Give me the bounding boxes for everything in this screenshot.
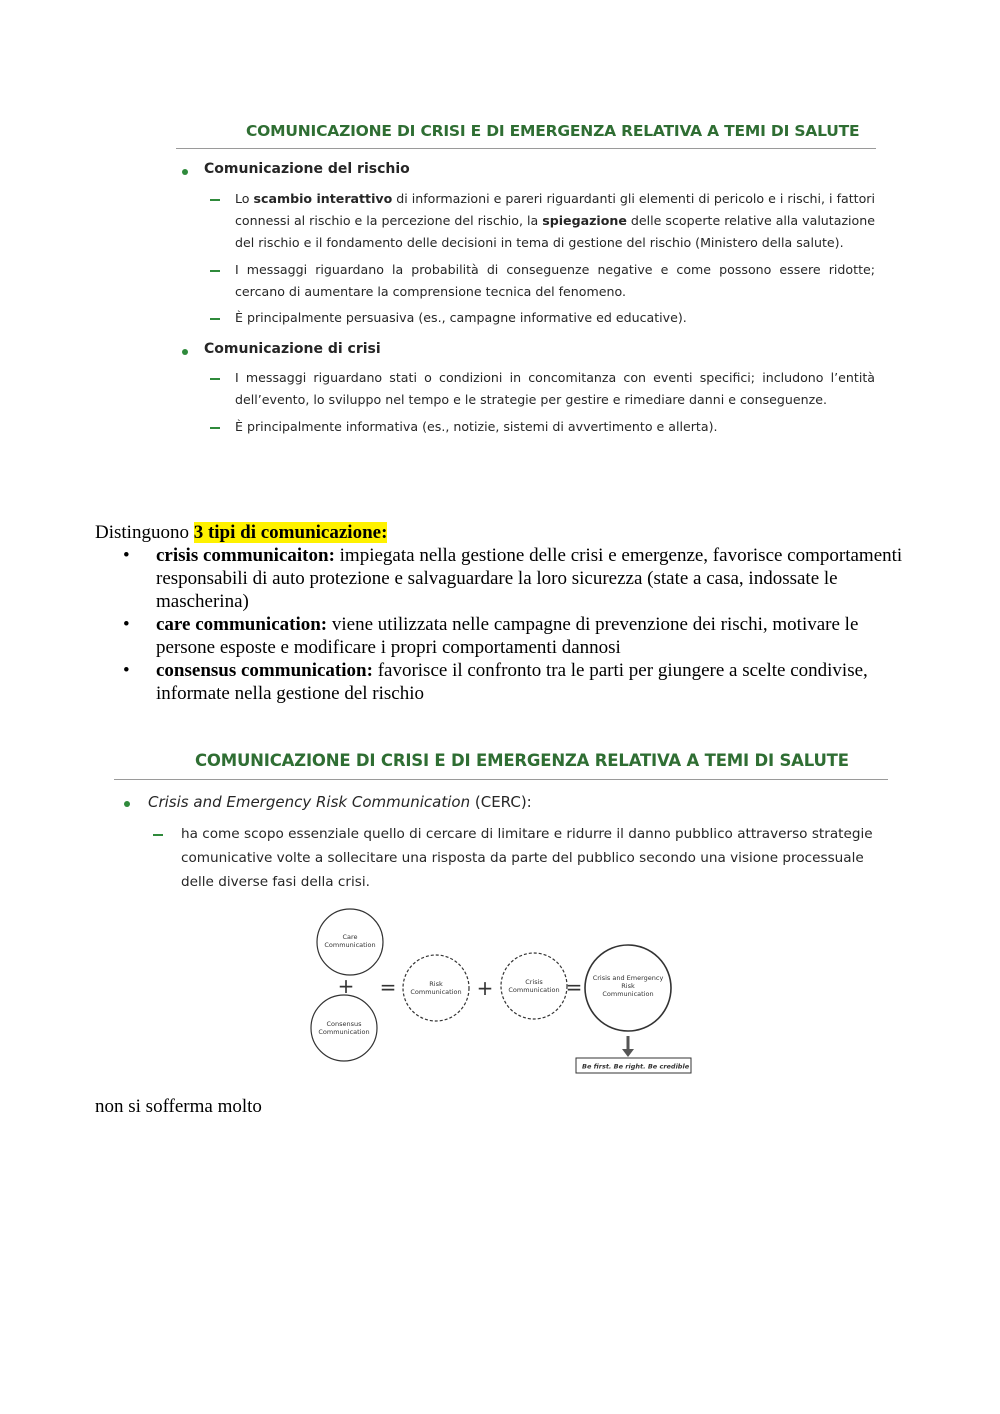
list-description: viene utilizzata nelle campagne di prevenzione dei rischi, motivare le persone esposte e modificare i propri comportamenti dannosi xyxy=(156,614,859,658)
closing-remark: non si sofferma molto xyxy=(95,1096,262,1117)
bullet-icon: • xyxy=(123,545,130,566)
slide-paragraph: I messaggi riguardano la probabilità di conseguenze negative e come possono essere ridotte; cercano di aumentare la comprensione tecnica del fenomeno. xyxy=(235,262,875,299)
list-item xyxy=(95,544,915,613)
highlighted-text: 3 tipi di comunicazione: xyxy=(193,522,388,543)
list-item xyxy=(95,613,915,659)
circle-label: Risk xyxy=(429,980,443,988)
plus-sign: + xyxy=(476,976,494,1000)
slide-image-cerc xyxy=(98,730,898,1092)
crisis-communication-circle xyxy=(501,953,567,1019)
list-description: favorisce il confronto tra le parti per giungere a scelte condivise, informate nella gestione del rischio xyxy=(156,660,868,704)
circle-label: Communication xyxy=(508,986,560,994)
care-communication-circle xyxy=(317,909,383,975)
slide-paragraph: È principalmente persuasiva (es., campagne informative ed educative). xyxy=(235,310,687,325)
tagline-box xyxy=(576,1058,691,1073)
circle-label: Communication xyxy=(324,941,376,949)
slide-paragraph: Lo scambio interattivo di informazioni e pareri riguardanti gli elementi di pericolo e i rischi, i fattori connessi al rischio e la percezione del rischio, la spiegazione delle scoperte relative alla valutazione del rischio e il fondamento delle decisioni in tema di gestione del rischio (Ministero della salute). xyxy=(235,191,875,250)
slide-title: COMUNICAZIONE DI CRISI E DI EMERGENZA RELATIVA A TEMI DI SALUTE xyxy=(195,751,849,770)
circle-label: Crisis and Emergency xyxy=(592,974,664,982)
dash-icon xyxy=(153,834,163,836)
bullet-icon xyxy=(182,169,188,175)
slide-paragraph: I messaggi riguardano stati o condizioni in concomitanza con eventi specifici; includono l’entità dell’evento, lo sviluppo nel tempo e le strategie per gestire e rimediare danni e conseguenze. xyxy=(235,370,875,407)
divider xyxy=(114,779,888,780)
arrow-down-icon xyxy=(622,1036,634,1057)
dash-icon xyxy=(210,270,220,272)
slide-paragraph: ha come scopo essenziale quello di cercare di limitare e ridurre il danno pubblico attraverso strategie comunicative volte a sollecitare una risposta da parte del pubblico secondo una visione processuale delle diverse fasi della crisi. xyxy=(181,826,873,890)
slide-bullet: Crisis and Emergency Risk Communication (CERC): xyxy=(148,793,532,811)
circle-label: Risk xyxy=(621,982,635,990)
circle-label: Communication xyxy=(318,1028,370,1036)
circle-label: Care xyxy=(342,933,358,941)
plus-sign: + xyxy=(337,974,355,998)
list-description: impiegata nella gestione delle crisi e emergenze, favorisce comportamenti responsabili di auto protezione e salvaguardare la loro sicurezza (state a casa, indossate le mascherina) xyxy=(156,545,903,612)
cerc-circle xyxy=(585,945,671,1031)
cerc-diagram xyxy=(298,908,718,1086)
watermark: ​ xyxy=(469,265,535,317)
bullet-icon xyxy=(124,801,130,807)
divider xyxy=(176,148,876,149)
risk-communication-circle xyxy=(403,955,469,1021)
communication-types-list xyxy=(95,544,915,705)
dash-icon xyxy=(210,378,220,380)
section-heading: Comunicazione di crisi xyxy=(204,341,381,357)
circle-label: Communication xyxy=(602,990,654,998)
equals-sign: = xyxy=(379,975,397,999)
list-term: care communication: xyxy=(156,614,328,635)
circle-label: Communication xyxy=(410,988,462,996)
slide-image-risk-vs-crisis xyxy=(172,100,884,452)
section-heading: Comunicazione del rischio xyxy=(204,161,410,177)
slide-paragraph: È principalmente informativa (es., notizie, sistemi di avvertimento e allerta). xyxy=(235,419,718,434)
circle-label: Crisis xyxy=(525,978,543,986)
slide-title: COMUNICAZIONE DI CRISI E DI EMERGENZA RELATIVA A TEMI DI SALUTE xyxy=(246,122,860,140)
tagline-text: Be first. Be right. Be credible xyxy=(582,1062,690,1071)
dash-icon xyxy=(210,199,220,201)
list-item xyxy=(95,659,915,705)
dash-icon xyxy=(210,427,220,429)
dash-icon xyxy=(210,318,220,320)
intro-line xyxy=(95,521,387,544)
equals-sign: = xyxy=(565,975,583,999)
consensus-communication-circle xyxy=(311,995,377,1061)
intro-lead: Distinguono xyxy=(95,522,194,543)
bullet-icon: • xyxy=(123,660,130,681)
list-term: crisis communicaiton: xyxy=(156,545,335,566)
circle-label: Consensus xyxy=(326,1020,362,1028)
bullet-icon: • xyxy=(123,614,130,635)
list-term: consensus communication: xyxy=(156,660,373,681)
bullet-icon xyxy=(182,349,188,355)
